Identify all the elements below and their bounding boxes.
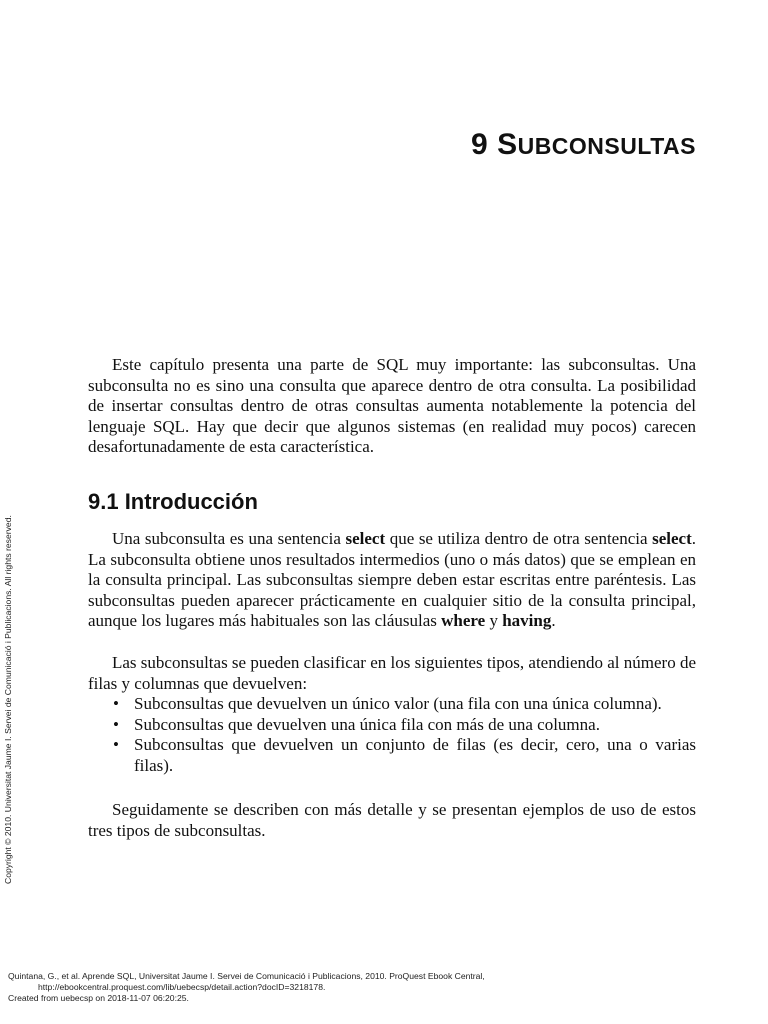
paragraph-text: . [551,611,556,630]
citation-line: Quintana, G., et al. Aprende SQL, Universitat Jaume I. Servei de Comunicació i Publicacions, 2010. ProQuest Ebook Central, [8,971,485,981]
chapter-title-rest: UBCONSULTAS [517,133,696,159]
list-item-text: Subconsultas que devuelven una única fila con más de una columna. [134,714,600,734]
sql-keyword-having: having [502,611,552,630]
chapter-number: 9 [471,128,489,161]
citation-url: http://ebookcentral.proquest.com/lib/uebecsp/detail.action?docID=3218178. [38,982,326,992]
paragraph-text: Una subconsulta es una sentencia [112,529,346,548]
paragraph-text: y [485,611,503,630]
citation-footer [8,971,485,1004]
chapter-title [471,128,696,162]
list-item-text: Subconsultas que devuelven un único valor (una fila con una única columna). [134,694,662,713]
copyright-notice: Copyright © 2010. Universitat Jaume I. Servei de Comunicació i Publicacions. All rights reserved. [3,515,13,884]
list-item [111,715,696,736]
list-item [111,694,696,715]
intro-section-paragraph [88,529,696,632]
sql-keyword-where: where [441,611,486,630]
sql-keyword-select: select [345,529,386,548]
section-heading: 9.1 Introducción [88,489,258,514]
citation-created: Created from uebecsp on 2018-11-07 06:20:25. [8,993,189,1003]
paragraph-text: . La subconsulta obtiene unos resultados intermedios (uno o más datos) que se emplean en la consulta principal. Las subconsultas siempre deben estar escritas entre paréntesis. Las subconsultas pueden aparecer prácticamente en cualquier sitio de la consulta principal, aunque los lugares más habituales son las cláusulas [88,529,697,630]
paragraph-text: que se utiliza dentro de otra sentencia [385,529,653,548]
bullet-icon: • [113,714,119,734]
classification-paragraph: Las subconsultas se pueden clasificar en los siguientes tipos, atendiendo al número de filas y columnas que devuelven: [88,653,696,693]
list-item [111,735,696,776]
chapter-title-initial: S [497,128,518,161]
list-item-text: Subconsultas que devuelven un conjunto de filas (es decir, cero, una o varias filas). [134,735,696,775]
bullet-icon: • [113,694,119,713]
sql-keyword-select: select [652,529,692,548]
closing-paragraph: Seguidamente se describen con más detalle y se presentan ejemplos de uso de estos tres tipos de subconsultas. [88,800,696,840]
subquery-types-list [111,694,696,776]
intro-paragraph: Este capítulo presenta una parte de SQL muy importante: las subconsultas. Una subconsulta no es sino una consulta que aparece dentro de otra consulta. La posibilidad de insertar consultas dentro de otras consultas aumenta notablemente la potencia del lenguaje SQL. Hay que decir que algunos sistemas (en realidad muy pocos) carecen desafortunadamente de esta característica. [88,355,696,456]
bullet-icon: • [113,735,119,754]
